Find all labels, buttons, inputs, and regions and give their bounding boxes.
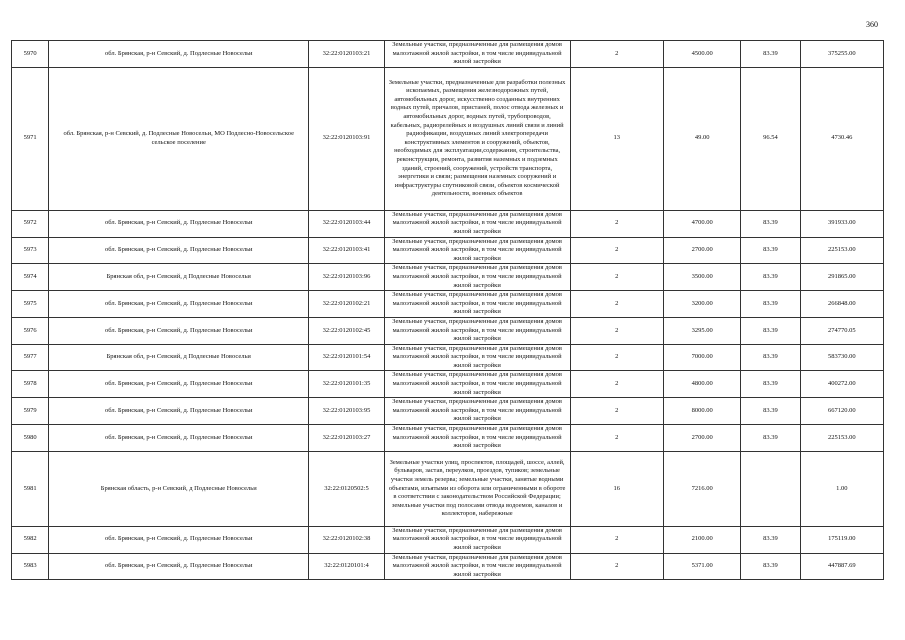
row-area: 49.00 xyxy=(663,67,740,210)
row-area: 4500.00 xyxy=(663,41,740,68)
row-number: 5980 xyxy=(12,425,49,452)
row-number: 5979 xyxy=(12,398,49,425)
table-row xyxy=(12,41,884,68)
row-area: 4800.00 xyxy=(663,371,740,398)
row-cadastral-number: 32:22:0120103:96 xyxy=(309,264,384,291)
row-cadastral-value: 400272.00 xyxy=(800,371,883,398)
row-area: 7000.00 xyxy=(663,344,740,371)
row-use-code: 2 xyxy=(570,291,663,318)
row-rate: 83.39 xyxy=(741,398,800,425)
row-use-code: 16 xyxy=(570,451,663,526)
row-use-code: 2 xyxy=(570,344,663,371)
table-row xyxy=(12,210,884,237)
table-row xyxy=(12,317,884,344)
row-cadastral-value: 274770.05 xyxy=(800,317,883,344)
row-rate xyxy=(741,451,800,526)
row-use-code: 2 xyxy=(570,210,663,237)
row-area: 3200.00 xyxy=(663,291,740,318)
row-area: 2100.00 xyxy=(663,526,740,553)
row-use-code: 2 xyxy=(570,371,663,398)
row-cadastral-number: 32:22:0120103:44 xyxy=(309,210,384,237)
table-body xyxy=(12,41,884,580)
row-area: 3295.00 xyxy=(663,317,740,344)
table-row xyxy=(12,553,884,580)
row-cadastral-number: 32:22:0120102:21 xyxy=(309,291,384,318)
row-number: 5976 xyxy=(12,317,49,344)
row-address: обл. Брянская, р-н Севский, д. Подлесные Новосельи, МО Подлесно-Новосельское сельское поселение xyxy=(49,67,309,210)
row-cadastral-value: 667120.00 xyxy=(800,398,883,425)
row-land-use: Земельные участки, предназначенные для размещения домов малоэтажной жилой застройки, в том числе индивидуальной жилой застройки xyxy=(384,210,570,237)
table-row xyxy=(12,344,884,371)
row-cadastral-value: 225153.00 xyxy=(800,237,883,264)
row-address: обл. Брянская, р-н Севский, д. Подлесные Новосельи xyxy=(49,317,309,344)
row-cadastral-number: 32:22:0120103:21 xyxy=(309,41,384,68)
row-cadastral-value: 447887.69 xyxy=(800,553,883,580)
row-area: 4700.00 xyxy=(663,210,740,237)
table-row xyxy=(12,398,884,425)
row-land-use: Земельные участки, предназначенные для размещения домов малоэтажной жилой застройки, в том числе индивидуальной жилой застройки xyxy=(384,526,570,553)
row-number: 5977 xyxy=(12,344,49,371)
row-cadastral-value: 4730.46 xyxy=(800,67,883,210)
row-rate: 83.39 xyxy=(741,210,800,237)
row-cadastral-value: 391933.00 xyxy=(800,210,883,237)
row-cadastral-number: 32:22:0120103:41 xyxy=(309,237,384,264)
table-row xyxy=(12,291,884,318)
row-address: обл. Брянская, р-н Севский, д. Подлесные Новосельи xyxy=(49,237,309,264)
row-use-code: 13 xyxy=(570,67,663,210)
row-cadastral-number: 32:22:0120101:35 xyxy=(309,371,384,398)
land-register-table xyxy=(11,40,884,580)
row-number: 5983 xyxy=(12,553,49,580)
row-rate: 83.39 xyxy=(741,344,800,371)
table-row xyxy=(12,67,884,210)
row-cadastral-value: 266848.00 xyxy=(800,291,883,318)
row-area: 2700.00 xyxy=(663,425,740,452)
table-row xyxy=(12,237,884,264)
row-land-use: Земельные участки, предназначенные для размещения домов малоэтажной жилой застройки, в том числе индивидуальной жилой застройки xyxy=(384,553,570,580)
row-number: 5982 xyxy=(12,526,49,553)
row-number: 5974 xyxy=(12,264,49,291)
row-number: 5971 xyxy=(12,67,49,210)
row-land-use: Земельные участки улиц, проспектов, площадей, шоссе, аллей, бульваров, застав, переулков, проездов, тупиков; земельные участки земель резерва; земельные участки, занятые водными объектами, изъятыми из оборота или ограниченными в обороте в соответствии с законодательством Российской Федерации; земельные участки под полосами отвода водоемов, каналов и коллекторов, набережные xyxy=(384,451,570,526)
row-use-code: 2 xyxy=(570,237,663,264)
row-number: 5973 xyxy=(12,237,49,264)
table-row xyxy=(12,526,884,553)
row-address: обл. Брянская, р-н Севский, д. Подлесные Новосельи xyxy=(49,398,309,425)
page-number: 360 xyxy=(866,20,878,29)
row-cadastral-value: 225153.00 xyxy=(800,425,883,452)
row-address: Брянская обл, р-н Севский, д Подлесные Новосельи xyxy=(49,264,309,291)
row-land-use: Земельные участки, предназначенные для размещения домов малоэтажной жилой застройки, в том числе индивидуальной жилой застройки xyxy=(384,291,570,318)
row-number: 5975 xyxy=(12,291,49,318)
row-use-code: 2 xyxy=(570,553,663,580)
row-land-use: Земельные участки, предназначенные для размещения домов малоэтажной жилой застройки, в том числе индивидуальной жилой застройки xyxy=(384,398,570,425)
row-address: обл. Брянская, р-н Севский, д. Подлесные Новосельи xyxy=(49,526,309,553)
row-use-code: 2 xyxy=(570,264,663,291)
row-area: 3500.00 xyxy=(663,264,740,291)
row-rate: 83.39 xyxy=(741,317,800,344)
row-use-code: 2 xyxy=(570,41,663,68)
row-use-code: 2 xyxy=(570,398,663,425)
row-land-use: Земельные участки, предназначенные для размещения домов малоэтажной жилой застройки, в том числе индивидуальной жилой застройки xyxy=(384,264,570,291)
row-cadastral-value: 291865.00 xyxy=(800,264,883,291)
row-rate: 83.39 xyxy=(741,425,800,452)
row-cadastral-number: 32:22:0120101:54 xyxy=(309,344,384,371)
row-address: обл. Брянская, р-н Севский, д. Подлесные Новосельи xyxy=(49,425,309,452)
row-area: 8000.00 xyxy=(663,398,740,425)
row-land-use: Земельные участки, предназначенные для разработки полезных ископаемых, размещения железнодорожных путей, автомобильных дорог, искусственно созданных внутренних водных путей, причалов, пристаней, полос отвода железных и автомобильных дорог, водных путей, трубопроводов, кабельных, радиорелейных и воздушных линий связи и линий радиофикации, воздушных линий электропередачи конструктивных элементов и сооружений, объектов, необходимых для эксплуатации,содержания, строительства, реконструкции, ремонта, развития наземных и подземных зданий, строений, сооружений, устройств транспорта, энергетики и связи; размещения наземных сооружений и инфраструктуры спутниковой связи, объектов космической деятельности, военных объектов xyxy=(384,67,570,210)
row-cadastral-value: 175119.00 xyxy=(800,526,883,553)
row-area: 2700.00 xyxy=(663,237,740,264)
row-cadastral-number: 32:22:0120101:4 xyxy=(309,553,384,580)
row-rate: 83.39 xyxy=(741,371,800,398)
row-rate: 83.39 xyxy=(741,264,800,291)
row-land-use: Земельные участки, предназначенные для размещения домов малоэтажной жилой застройки, в том числе индивидуальной жилой застройки xyxy=(384,425,570,452)
row-cadastral-number: 32:22:0120502:5 xyxy=(309,451,384,526)
row-rate: 83.39 xyxy=(741,553,800,580)
row-cadastral-value: 1.00 xyxy=(800,451,883,526)
table-row xyxy=(12,371,884,398)
row-number: 5972 xyxy=(12,210,49,237)
row-rate: 96.54 xyxy=(741,67,800,210)
row-number: 5978 xyxy=(12,371,49,398)
row-rate: 83.39 xyxy=(741,291,800,318)
row-cadastral-number: 32:22:0120102:45 xyxy=(309,317,384,344)
row-land-use: Земельные участки, предназначенные для размещения домов малоэтажной жилой застройки, в том числе индивидуальной жилой застройки xyxy=(384,317,570,344)
table-row xyxy=(12,425,884,452)
row-address: обл. Брянская, р-н Севский, д. Подлесные Новосельи xyxy=(49,291,309,318)
row-address: обл. Брянская, р-н Севский, д. Подлесные Новосельи xyxy=(49,210,309,237)
row-use-code: 2 xyxy=(570,317,663,344)
row-rate: 83.39 xyxy=(741,237,800,264)
row-address: обл. Брянская, р-н Севский, д. Подлесные Новосельи xyxy=(49,41,309,68)
table-row xyxy=(12,264,884,291)
row-area: 5371.00 xyxy=(663,553,740,580)
row-address: Брянская область, р-н Севский, д Подлесные Новосельи xyxy=(49,451,309,526)
table-row xyxy=(12,451,884,526)
row-cadastral-number: 32:22:0120103:27 xyxy=(309,425,384,452)
row-land-use: Земельные участки, предназначенные для размещения домов малоэтажной жилой застройки, в том числе индивидуальной жилой застройки xyxy=(384,41,570,68)
row-number: 5981 xyxy=(12,451,49,526)
row-rate: 83.39 xyxy=(741,41,800,68)
row-land-use: Земельные участки, предназначенные для размещения домов малоэтажной жилой застройки, в том числе индивидуальной жилой застройки xyxy=(384,237,570,264)
row-number: 5970 xyxy=(12,41,49,68)
row-cadastral-number: 32:22:0120103:91 xyxy=(309,67,384,210)
row-address: обл. Брянская, р-н Севский, д. Подлесные Новосельи xyxy=(49,553,309,580)
row-address: обл. Брянская, р-н Севский, д. Подлесные Новосельи xyxy=(49,371,309,398)
row-use-code: 2 xyxy=(570,526,663,553)
row-address: Брянская обл, р-н Севский, д Подлесные Новосельи xyxy=(49,344,309,371)
row-rate: 83.39 xyxy=(741,526,800,553)
row-area: 7216.00 xyxy=(663,451,740,526)
row-land-use: Земельные участки, предназначенные для размещения домов малоэтажной жилой застройки, в том числе индивидуальной жилой застройки xyxy=(384,371,570,398)
row-use-code: 2 xyxy=(570,425,663,452)
row-cadastral-number: 32:22:0120102:38 xyxy=(309,526,384,553)
row-cadastral-value: 583730.00 xyxy=(800,344,883,371)
row-land-use: Земельные участки, предназначенные для размещения домов малоэтажной жилой застройки, в том числе индивидуальной жилой застройки xyxy=(384,344,570,371)
row-cadastral-value: 375255.00 xyxy=(800,41,883,68)
row-cadastral-number: 32:22:0120103:95 xyxy=(309,398,384,425)
